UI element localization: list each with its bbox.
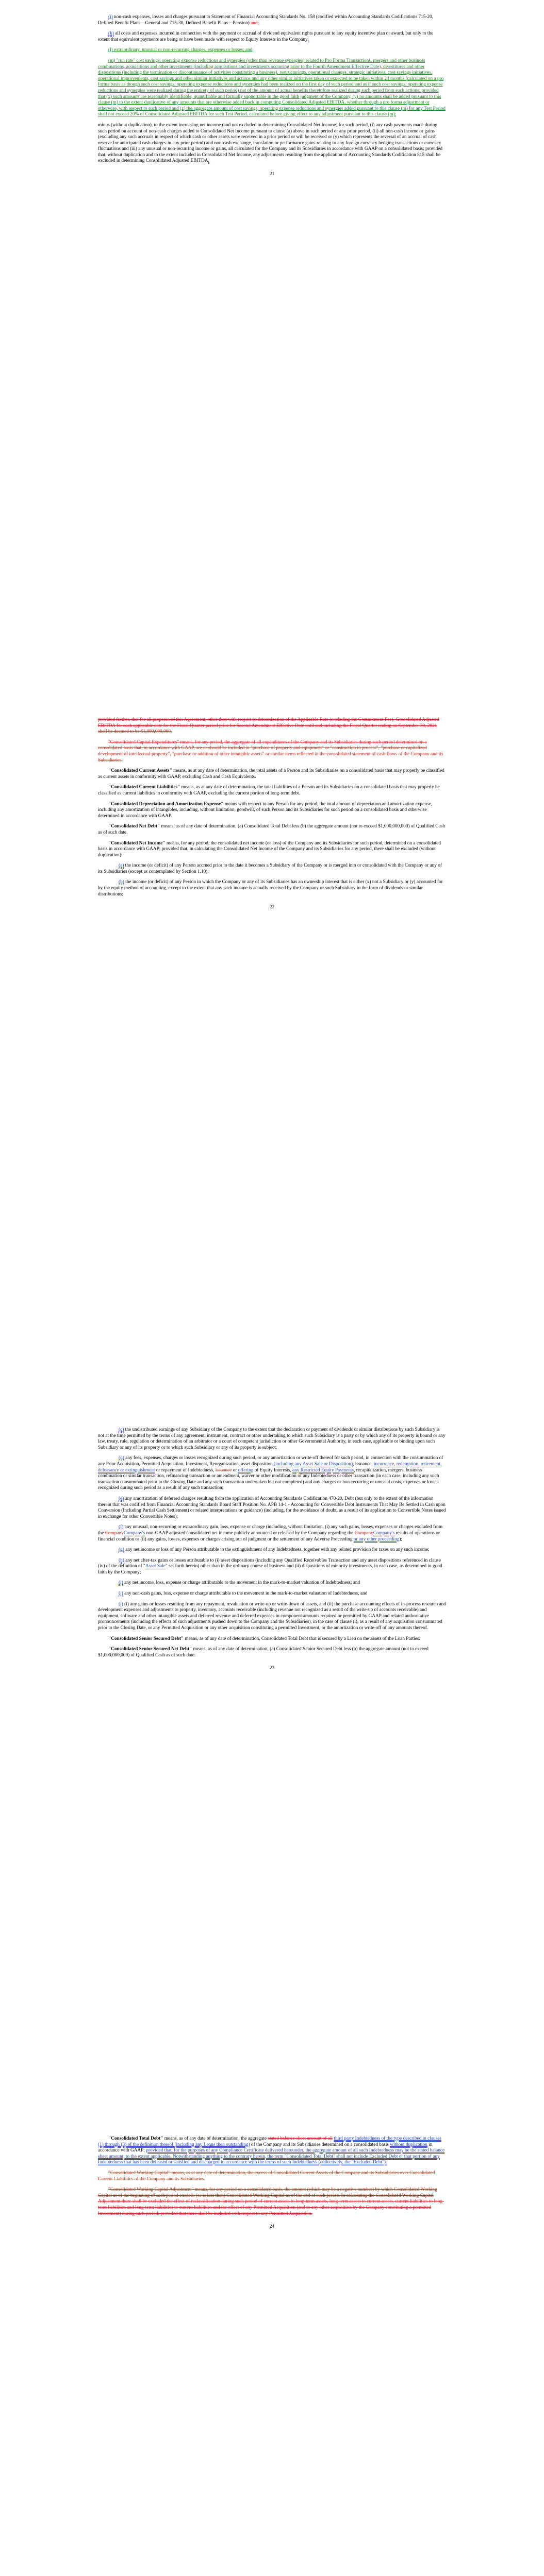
- text-run: .: [208, 158, 209, 164]
- text-run: any Restricted Equity Payments: [292, 1467, 354, 1473]
- text-run: Company: [354, 1530, 373, 1536]
- text-run: (h): [119, 1557, 124, 1563]
- text-run: third party Indebtedness of the type described in clauses (1) through (3) of the definition thereof (including any Loans then outstanding): [98, 2136, 441, 2147]
- text-run: offering: [238, 1467, 254, 1473]
- text-run: any net income or loss of any Person attributable to the extinguishment of any Indebtedness, together with any related provision for taxes on any such income;: [124, 1547, 430, 1553]
- paragraph: [98, 841, 446, 859]
- text-run: "Consolidated Capital Expenditures" means, for any period, the aggregate of all expenditures of the Company and its Subsidiaries during such period determined on a consolidated basis that, in accordance with GAAP, are or should be included in "purchase of property and equipment" or "construction in process", "purchase or capitalized development of intellectual property", "purchase or addition of other intangible assets" or similar items reflected in the consolidated statement of cash flows of the Company and its Subsidiaries.: [98, 739, 443, 763]
- text-run: means, as at any date of determination, the total assets of a Person and its Subsidiaries on a consolidated basis that may properly be classified as current assets in conformity with GAAP, excluding Cash and Cash Equivalents.: [98, 768, 444, 779]
- page-number: 24: [269, 2224, 275, 2230]
- page-number: 21: [269, 172, 275, 177]
- paragraph: [98, 1636, 446, 1642]
- paragraph: [98, 58, 446, 118]
- paragraph: [98, 863, 446, 875]
- text-run: any unusual, non-recurring or extraordinary gain, loss, expense or charge (including, without limitation, (i) any such gains, losses, expenses or charges excluded from the: [98, 1524, 443, 1536]
- document-page-21: [0, 14, 544, 177]
- text-run: any amortization of deferred charges resulting from the application of Accounting Standards Codification 470-20, Debt (but only to the extent of the information therein that was codified from Financial Accounting Standards Board Staff Position No. APB 14-1 - Accounting for Convertible Debt Instruments That May Be Settled in Cash upon Conversion (Including Partial Cash Settlement) or related interpretations or guidance) (including, for the avoidance of doubt, as a result of its application to Convertible Notes issued in exchange for other Convertible Notes);: [98, 1496, 446, 1519]
- text-run: "Consolidated Senior Secured Debt": [108, 1636, 184, 1641]
- text-run: (k): [108, 31, 114, 37]
- text-run: incurrence, redemption, retirement, defeasance or extinguishment: [98, 1461, 442, 1473]
- paragraph: [98, 879, 446, 897]
- text-run: , recapitalization, mergers, business combination or similar transaction, refinancing transaction or amendment, waiver or other modification of any Indebtedness or other transaction (in each case, including any such transaction consummated prior to the Closing Date and any such transaction undertaken but not completed) and any charges or non-recurring or unusual costs, expenses or losses recognized during such period as a result of any such transaction;: [98, 1467, 439, 1491]
- text-run: (f): [119, 1524, 124, 1530]
- text-run: "Consolidated Senior Secured Net Debt": [108, 1647, 192, 1652]
- text-run: (i) any gains or losses resulting from any repayment, revaluation or write-up or write-down of assets, and (ii) the purchase accounting effects of in-process research and development expenses and adjustments to property, inventory, accounts receivable (including revenue not recognized as a result of the write-up of accounts receivable) and equipment, software and other intangible assets and deferred revenue and deferred expenses in component amounts required or permitted by GAAP and related authoritative pronouncements (including the effects of such adjustments pushed down to the Company and the Subsidiaries), in the case of clause (i), as a result of any acquisition consummated prior to the Closing Date, or any Permitted Acquisition or any other acquisition constituting a permitted Investment, or the amortization or write-off of any amounts thereof.: [98, 1601, 446, 1631]
- text-run: Company: [105, 1530, 124, 1536]
- text-run: of Equity Interests,: [253, 1467, 293, 1473]
- text-run: the income (or deficit) of any Person accrued prior to the date it becomes a Subsidiary of the Company or is merged into or consolidated with the Company or any of its Subsidiaries (except as contemplated by Section 1.10);: [98, 863, 442, 874]
- text-run: or any other proceeding: [353, 1536, 400, 1542]
- text-run: provided that, for the purposes of any Compliance Certificate delivered hereunder, the aggregate amount of all such Indebtedness may be the stated balance sheet amount, to the extent applicable. Notwithstanding anything to the contrary herein, the term "Consolidated Total Debt" shall not include Excluded Debt or that portion of any Indebtedness that has been defeased or satisfied and discharged in accordance with the terms of such Indebtedness (collectively, the "Excluded Debt").: [98, 2148, 445, 2165]
- paragraph: [98, 2136, 446, 2166]
- text-run: "Consolidated Current Assets": [108, 768, 172, 774]
- text-run: "Consolidated Current Liabilities": [108, 785, 180, 790]
- paragraph: [98, 47, 446, 54]
- text-run: (m) "run rate" cost savings, operating expense reductions and synergies (other than revenue synergies) related to Pro Forma Transactions, mergers and other business combinations, acquisitions and other investments (including acquisitions and investments occurring prior to the Fourth Amendment Effective Date), divestitures and other dispositions (including the termination or discontinuance of activities constituting a business), restructurings, operational changes, strategic initiatives, cost savings initiatives, operational improvements, cost savings and other similar initiatives and actions and any other similar initiatives taken or expected to be taken within 24 months (calculated on a pro forma basis as though such cost savings, operating expense reductions and synergies had been realized on the first day of such period and as if such cost savings, operating expense reductions and synergies were realized during the entirety of such period) net of the amount of actual benefits theretofore realized during such period from such actions; provided that (x) such amounts are reasonably identifiable, quantifiable and factually supportable in the good faith judgment of the Company, (y) no amounts shall be added pursuant to this clause (m) to the extent duplicative of any amounts that are otherwise added back in computing Consolidated Adjusted EBITDA, whether through a pro forma adjustment or otherwise, with respect to such period and (z) the aggregate amount of cost savings, operating expense reductions and synergies added pursuant to this clause (m) for any Test Period shall not exceed 20% of Consolidated Adjusted EBITDA for such Test Period, calculated before giving effect to any adjustment pursuant to this clause (m);: [98, 58, 446, 117]
- paragraph: [98, 1558, 446, 1576]
- text-run: (g): [119, 1547, 124, 1553]
- document-page-23: [0, 1427, 544, 1671]
- text-run: (e): [119, 1496, 124, 1501]
- page-number: 22: [269, 905, 275, 910]
- text-run: any net income, loss, expense or charge attributable to the movement in the mark-to-market valuation of Indebtedness; and: [123, 1580, 360, 1586]
- text-run: "Consolidated Working Capital" means, as at any date of determination, the excess of Consolidated Current Assets of the Company and its Subsidiaries over Consolidated Current Liabilities of the Company and its Subsidiaries.: [98, 2170, 435, 2182]
- text-run: non-GAAP adjusted consolidated net income publicly announced or released by the Company regarding the: [145, 1530, 355, 1536]
- text-run: means, as at any date of determination, the total liabilities of a Person and its Subsidiaries on a consolidated basis that may properly be classified as current liabilities in conformity with GAAP, excluding the current portion of long-term debt.: [98, 785, 440, 796]
- paragraph: [98, 14, 446, 26]
- text-run: the income (or deficit) of any Person in which the Company or any of its Subsidiaries has an ownership interest that is either (x) not a Subsidiary or (y) accounted for by the equity method of accounting, except to the extent that any such income is actually received by the Company or such Subsidiary in the form of dividends or similar distributions;: [98, 879, 443, 897]
- text-run: );: [399, 1536, 403, 1542]
- text-run: minus (without duplication), to the extent increasing net income (and not excluded in determining Consolidated Net Income) for such period, (i) any cash payments made during such period on account of non-cash charges added to Consolidated Net Income pursuant to clause (a) above in such period or any prior period, (ii) all non-cash income or gains (excluding any such accruals in respect of which cash or other assets were received in a prior period or will be received or (y) which represents the reversal of an accrual of cash reserve for anticipated cash charges in any prior period) and non-cash exchange, translation or performance gains relating to any foreign currency hedging transactions or currency fluctuations and (iii) any unusual or non-recurring income or gains, all calculated for the Company and its Subsidiaries in accordance with GAAP on a consolidated basis; provided that, without duplication and to the extent included in Consolidated Net Income, any adjustments resulting from the application of Accounting Standards Codification 815 shall be excluded in determining Consolidated Adjusted EBITDA: [98, 122, 443, 164]
- paragraph: [98, 717, 446, 735]
- document-page-24: [0, 2136, 544, 2229]
- text-run: "Consolidated Working Capital Adjustment" means, for any period on a consolidated basis, the amount (which may be a negative number) by which Consolidated Working Capital as of the beginning of such period exceeds (or is less than) Consolidated Working Capital as of the end of such period. In calculating the Consolidated Working Capital Adjustment there shall be excluded the effect of reclassification during such period of current assets to long-term assets, long-term assets to current assets, current liabilities to long-term liabilities and long-term liabilities to current liabilities and the effect of any Permitted Acquisition (and to any other acquisition by the Company constituting a permitted Investment) during such period; provided that there shall be included with respect to any Permitted Acquisition.: [98, 2187, 444, 2216]
- text-run: non-cash expenses, losses and charges pursuant to Statement of Financial Accounting Standards No. 158 (codified within Accounting Standards Codifications 715-20, Defined Benefit Plans—General and 715-30, Defined Benefit Plans—Pension): [98, 14, 434, 26]
- text-run: means, as of any date of determination, (a) Consolidated Total Debt less (b) the aggregate amount (not to exceed $1,000,000,000) of Qualified Cash as of such date.: [98, 824, 445, 835]
- text-run: (j): [108, 14, 113, 20]
- text-run: any non-cash gains, loss, expense or charge attributable to the movement in the mark-to-market valuation of Indebtedness, and: [123, 1591, 368, 1597]
- text-run: all costs and expenses incurred in connection with the payment or accrual of dividend equivalent rights pursuant to any equity incentive plan or award, but only to the extent that equivalent payments are being or have been made with respect to Equity Interests in the Company: [98, 31, 434, 42]
- text-run: (j): [119, 1591, 123, 1597]
- text-run: means, as of any date of determination, the aggregate: [163, 2136, 268, 2141]
- text-run: (c): [119, 1427, 124, 1432]
- text-run: (b): [119, 879, 124, 885]
- text-run: of the Company and its Subsidiaries determined on a consolidated basis: [250, 2142, 390, 2147]
- text-run: ;: [307, 37, 309, 42]
- paragraph: [98, 1591, 446, 1597]
- paragraph: [98, 1427, 446, 1451]
- text-run: (j): [119, 1601, 123, 1607]
- text-run: any net after-tax gains or losses attributable to (i) asset dispositions (including any Qualified Receivables Transaction and any asset dispositions referenced in clause (iv) of the definition of ": [98, 1557, 441, 1569]
- paragraph: [98, 802, 446, 820]
- text-run: means, as of any date of determination, Consolidated Total Debt that is secured by a Lien on the assets of the Loan Parties.: [184, 1636, 420, 1641]
- paragraph: [98, 1455, 446, 1492]
- text-run: stated balance sheet amount of all: [268, 2136, 333, 2141]
- paragraph: [98, 768, 446, 780]
- paragraph: [98, 740, 446, 764]
- text-run: any fees, expenses, charges or losses recognized during such period, or any amortization or write-off thereof for such period, in connection with the consummation of any Prior Acquisition, Permitted Acquisition, Investment, Reorganization, asset disposition: [98, 1455, 443, 1467]
- page-number: 23: [269, 1666, 275, 1671]
- paragraph: [98, 2187, 446, 2217]
- text-run: Asset Sale: [145, 1564, 166, 1569]
- text-run: in accordance with GAAP;: [98, 2142, 433, 2154]
- text-run: issuance: [215, 1467, 232, 1473]
- text-run: (d): [119, 1455, 124, 1461]
- text-run: "Consolidated Net Income": [108, 840, 166, 846]
- text-run: (including any Asset Sale or Disposition): [273, 1461, 353, 1467]
- text-run: "Consolidated Total Debt": [108, 2136, 163, 2141]
- document-page-22: [0, 717, 544, 910]
- paragraph: [98, 1524, 446, 1543]
- text-run: "Consolidated Net Debt": [108, 824, 160, 829]
- text-run: Company's: [123, 1530, 145, 1536]
- text-run: provided further, that for all purposes of this Agreement, other than with respect to determination of the Applicable Rate (excluding the Commitment Fee), Consolidated Adjusted EBITDA for each applicable date for the Fiscal Quarter period prior for Second Amendment Effective Date until and including the Fiscal Quarter ending on September 30, 2021 shall be deemed to be $1,000,000,000.: [98, 717, 439, 735]
- paragraph: [98, 2171, 446, 2182]
- text-run: means with respect to any Person for any period, the total amount of depreciation and amortization expense, including any amortization of intangibles, including, without limitation, goodwill, of such Person and its Subsidiaries for such period on a consolidated basis and otherwise determined in accordance with GAAP.: [98, 801, 433, 819]
- paragraph: [98, 1647, 446, 1658]
- paragraph: [98, 123, 446, 164]
- paragraph: [98, 1602, 446, 1632]
- paragraph: [98, 785, 446, 796]
- text-run: (a): [119, 863, 124, 869]
- text-run: results of operations or financial condition or (ii) any gains, losses, expenses or charges arising out of judgment or the settlement of any Adverse Proceeding: [98, 1530, 440, 1542]
- text-run: and: [251, 20, 258, 26]
- paragraph: [98, 31, 446, 43]
- text-run: ;: [257, 20, 259, 26]
- paragraph: [98, 1547, 446, 1553]
- text-run: means, as of any date of determination, (a) Consolidated Senior Secured Debt less (b) the aggregate amount (not to exceed $1,000,000,000) of Qualified Cash as of such date.: [98, 1647, 428, 1658]
- paragraph: [98, 1496, 446, 1520]
- text-run: (i): [119, 1580, 123, 1586]
- text-run: "Consolidated Depreciation and Amortization Expense": [108, 801, 224, 807]
- paragraph: [98, 824, 446, 836]
- text-run: or: [232, 1467, 238, 1473]
- text-run: the undistributed earnings of any Subsidiary of the Company to the extent that the declaration or payment of dividends or similar distributions by such Subsidiary is not at the time permitted by the terms of any agreement, instrument, contract or other undertaking to which such Subsidiary is a party or by which any of its property is bound or any law, treaty, rule, regulation or determination of an arbitrator or a court of competent jurisdiction or other Governmental Authority, in each case, applicable or binding upon such Subsidiary or any of its property or to which such Subsidiary or any of its property is subject;: [98, 1427, 446, 1450]
- text-run: Company's: [373, 1530, 395, 1536]
- text-run: without duplication: [390, 2142, 427, 2147]
- text-run: " set forth herein) other than in the ordinary course of business and (ii) dispositions of minority investments, in each case, as determined in good faith by the Company;: [98, 1564, 442, 1575]
- text-run: , issuance,: [353, 1461, 374, 1467]
- text-run: or repayment of Indebtedness,: [155, 1467, 216, 1473]
- text-run: (l) extraordinary, unusual or non-recurring charges, expenses or losses; and: [108, 47, 253, 53]
- paragraph: [98, 1580, 446, 1586]
- text-run: means, for any period, the consolidated net income (or loss) of the Company and its Subsidiaries for such period, determined on a consolidated basis in accordance with GAAP; provided that, in calculating the Consolidated Net Income of the Company and its Subsidiaries for any period, there shall be excluded (without duplication):: [98, 840, 441, 858]
